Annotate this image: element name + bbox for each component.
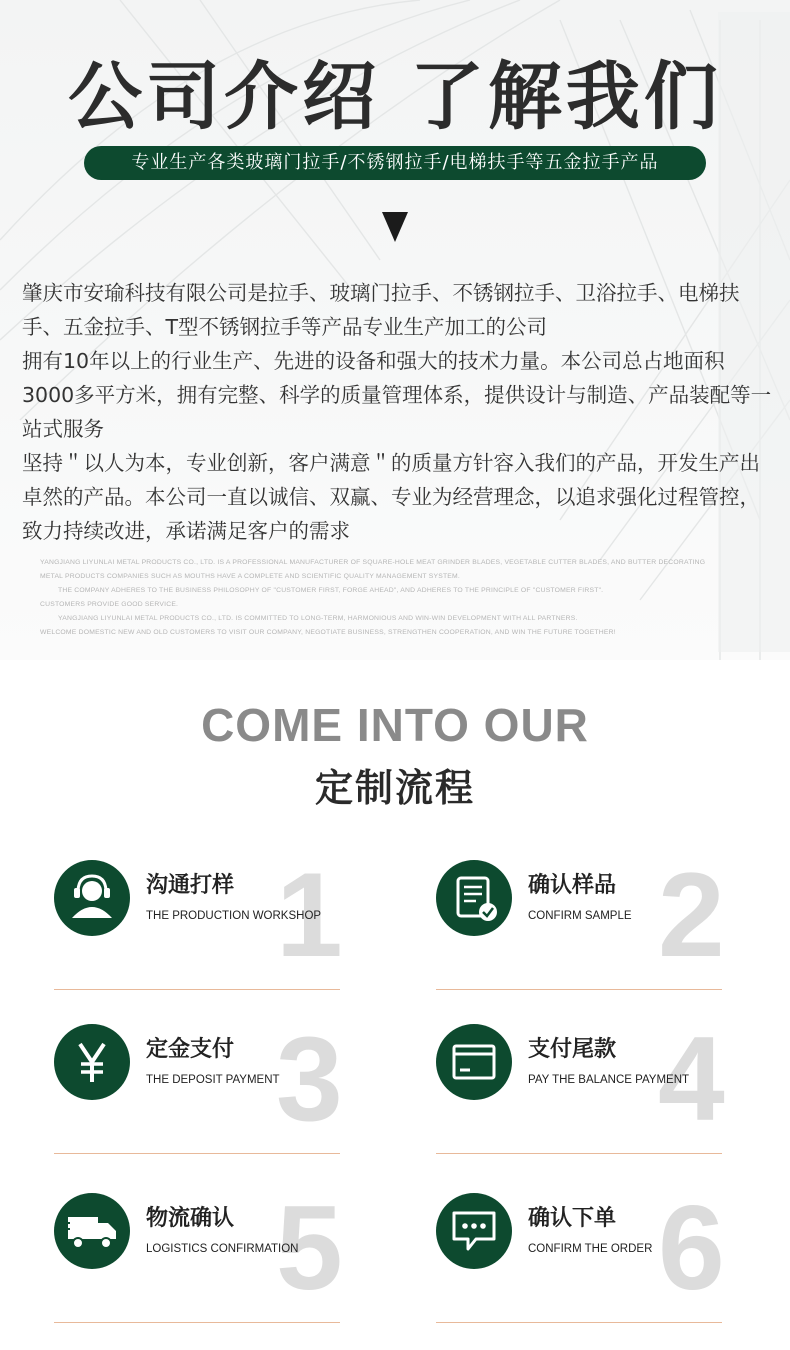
down-arrow-icon bbox=[382, 212, 408, 242]
step-title: 定金支付 bbox=[146, 1037, 235, 1062]
intro-section bbox=[0, 0, 790, 660]
step-number: 5 bbox=[276, 1181, 343, 1315]
page-title: 公司介绍 了解我们 bbox=[68, 54, 722, 140]
yen-icon bbox=[54, 1024, 130, 1100]
step-icon-circle bbox=[436, 860, 512, 936]
step-subtitle: CONFIRM SAMPLE bbox=[528, 910, 632, 922]
step-divider bbox=[436, 989, 722, 990]
fine-print-line: YANGJIANG LIYUNLAI METAL PRODUCTS CO., LTD. IS COMMITTED TO LONG-TERM, HARMONIOUS AND WIN-WIN DEVELOPMENT WITH ALL PARTNERS. bbox=[58, 615, 578, 622]
process-title-cn: 定制流程 bbox=[314, 766, 475, 810]
process-step-5 bbox=[54, 1181, 354, 1343]
process-step-1 bbox=[54, 848, 354, 1010]
step-number: 3 bbox=[276, 1012, 343, 1146]
step-subtitle: CONFIRM THE ORDER bbox=[528, 1243, 653, 1255]
step-divider bbox=[436, 1322, 722, 1323]
step-icon-circle bbox=[436, 1024, 512, 1100]
step-title: 确认样品 bbox=[528, 873, 617, 898]
document-check-icon bbox=[436, 860, 512, 936]
step-number: 6 bbox=[658, 1181, 725, 1315]
step-number: 1 bbox=[276, 848, 343, 982]
company-description bbox=[22, 276, 772, 548]
tagline-banner: 专业生产各类玻璃门拉手/不锈钢拉手/电梯扶手等五金拉手产品 bbox=[84, 146, 706, 180]
card-icon bbox=[436, 1024, 512, 1100]
process-step-6 bbox=[436, 1181, 736, 1343]
step-icon-circle bbox=[54, 860, 130, 936]
step-subtitle: PAY THE BALANCE PAYMENT bbox=[528, 1074, 690, 1086]
customer-service-icon bbox=[54, 860, 130, 936]
step-divider bbox=[54, 1153, 340, 1154]
step-icon-circle bbox=[436, 1193, 512, 1269]
chat-icon bbox=[436, 1193, 512, 1269]
truck-icon bbox=[54, 1193, 130, 1269]
step-number: 4 bbox=[658, 1012, 725, 1146]
fine-print-line: METAL PRODUCTS COMPANIES SUCH AS MOUTHS HAVE A COMPLETE AND SCIENTIFIC QUALITY MANAGEMENT SYSTEM. bbox=[40, 573, 460, 580]
description-paragraph: 肇庆市安瑜科技有限公司是拉手、玻璃门拉手、不锈钢拉手、卫浴拉手、电梯扶手、五金拉手、T型不锈钢拉手等产品专业生产加工的公司 bbox=[22, 281, 740, 339]
english-fine-print bbox=[40, 556, 760, 640]
process-step-2 bbox=[436, 848, 736, 1010]
fine-print-line: YANGJIANG LIYUNLAI METAL PRODUCTS CO., LTD. IS A PROFESSIONAL MANUFACTURER OF SQUARE-HOLE MEAT GRINDER BLADES, VEGETABLE CUTTER BLADES, AND BUTTER DECORATING bbox=[40, 559, 706, 566]
process-title-en: COME INTO OUR bbox=[201, 699, 589, 751]
process-step-4 bbox=[436, 1012, 736, 1174]
fine-print-line: WELCOME DOMESTIC NEW AND OLD CUSTOMERS TO VISIT OUR COMPANY, NEGOTIATE BUSINESS, STRENGTHEN COOPERATION, AND WIN THE FUTURE TOGETHER! bbox=[40, 629, 616, 636]
step-title: 支付尾款 bbox=[528, 1037, 617, 1062]
step-title: 物流确认 bbox=[146, 1206, 235, 1231]
fine-print-line: CUSTOMERS PROVIDE GOOD SERVICE. bbox=[40, 601, 179, 608]
step-subtitle: THE PRODUCTION WORKSHOP bbox=[146, 910, 322, 922]
process-step-3 bbox=[54, 1012, 354, 1174]
step-title: 确认下单 bbox=[528, 1206, 617, 1231]
fine-print-line: THE COMPANY ADHERES TO THE BUSINESS PHILOSOPHY OF "CUSTOMER FIRST, FORGE AHEAD", AND ADHERES TO THE PRINCIPLE OF "CUSTOMER FIRST". bbox=[58, 587, 604, 594]
step-divider bbox=[436, 1153, 722, 1154]
step-divider bbox=[54, 989, 340, 990]
step-divider bbox=[54, 1322, 340, 1323]
step-title: 沟通打样 bbox=[146, 873, 235, 898]
description-paragraph: 坚持＂以人为本，专业创新，客户满意＂的质量方针容入我们的产品，开发生产出卓然的产品。本公司一直以诚信、双赢、专业为经营理念，以追求强化过程管控，致力持续改进，承诺满足客户的需求 bbox=[22, 451, 760, 543]
step-subtitle: LOGISTICS CONFIRMATION bbox=[146, 1243, 299, 1255]
step-icon-circle bbox=[54, 1024, 130, 1100]
step-icon-circle bbox=[54, 1193, 130, 1269]
step-number: 2 bbox=[658, 848, 725, 982]
description-paragraph: 拥有10年以上的行业生产、先进的设备和强大的技术力量。本公司总占地面积3000多平方米，拥有完整、科学的质量管理体系，提供设计与制造、产品装配等一站式服务 bbox=[22, 349, 772, 441]
step-subtitle: THE DEPOSIT PAYMENT bbox=[146, 1074, 280, 1086]
